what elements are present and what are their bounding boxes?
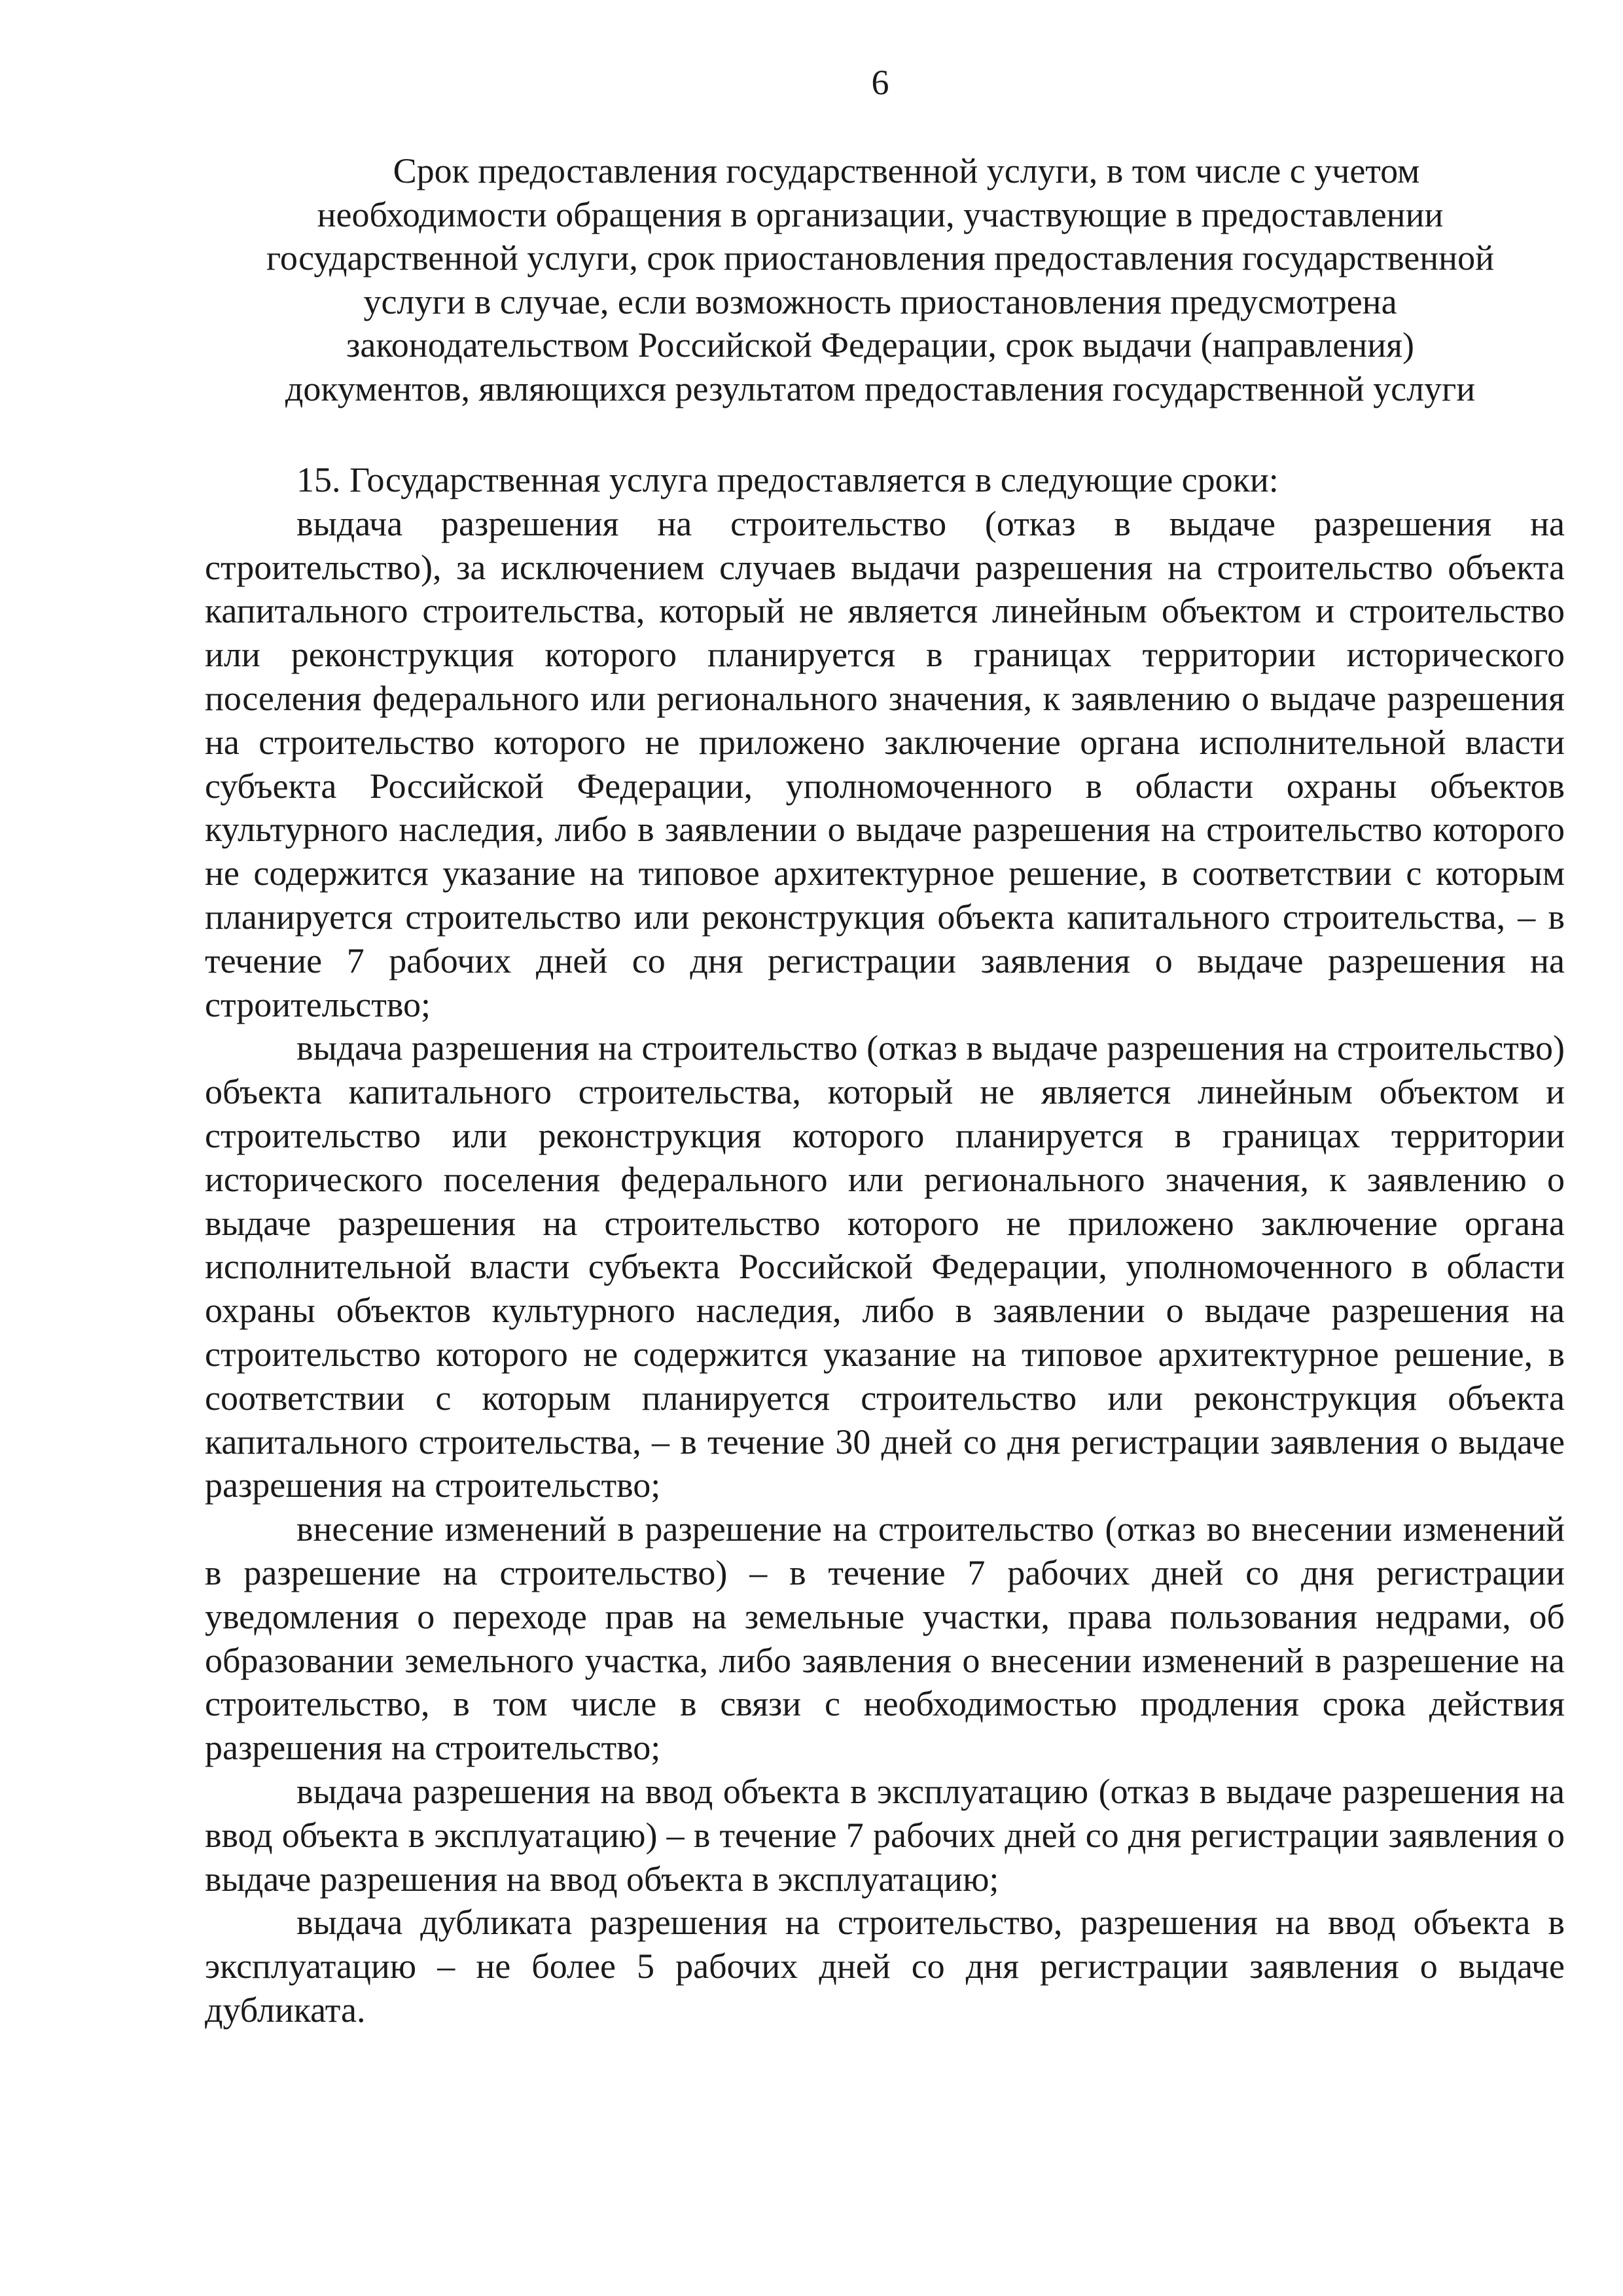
term-paragraph-commissioning-permit: выдача разрешения на ввод объекта в эксплуатацию (отказ в выдаче разрешения на ввод объекта в эксплуатацию) – в течение 7 рабочих дней со дня регистрации заявления о выдаче разрешения на ввод объекта в эксплуатацию;: [205, 1771, 1565, 1899]
page-number: 6: [871, 63, 889, 102]
heading-line: государственной услуги, срок приостановления предоставления государственной: [266, 238, 1494, 278]
clause-intro: 15. Государственная услуга предоставляется в следующие сроки:: [296, 460, 1279, 499]
heading-line: законодательством Российской Федерации, срок выдачи (направления): [346, 325, 1414, 365]
term-paragraph-permit-amendment: внесение изменений в разрешение на строительство (отказ во внесении изменений в разрешение на строительство) – в течение 7 рабочих дней со дня регистрации уведомления о переходе прав на земельные участки, права пользования недрами, об образовании земельного участка, либо заявления о внесении изменений в разрешение на строительство, в том числе в связи с необходимостью продления срока действия разрешения на строительство;: [205, 1509, 1565, 1768]
heading-line: документов, являющихся результатом предоставления государственной услуги: [285, 368, 1476, 408]
heading-line: Срок предоставления государственной услуги, в том числе с учетом: [393, 151, 1420, 190]
term-paragraph-duplicate-permit: выдача дубликата разрешения на строительство, разрешения на ввод объекта в эксплуатацию – не более 5 рабочих дней со дня регистрации заявления о выдаче дубликата.: [205, 1903, 1565, 2030]
heading-line: необходимости обращения в организации, участвующие в предоставлении: [317, 194, 1444, 234]
section-body: [205, 458, 1565, 2032]
heading-line: услуги в случае, если возможность приостановления предусмотрена: [363, 281, 1397, 321]
term-paragraph-historic-settlement-permit: выдача разрешения на строительство (отказ в выдаче разрешения на строительство) объекта капитального строительства, который не является линейным объектом и строительство или реконструкция которого планируется в границах территории исторического поселения федерального или регионального значения, к заявлению о выдаче разрешения на строительство которого не приложено заключение органа исполнительной власти субъекта Российской Федерации, уполномоченного в области охраны объектов культурного наследия, либо в заявлении о выдаче разрешения на строительство которого не содержится указание на типовое архитектурное решение, в соответствии с которым планируется строительство или реконструкция объекта капитального строительства, – в течение 30 дней со дня регистрации заявления о выдаче разрешения на строительство;: [205, 1028, 1565, 1505]
term-paragraph-construction-permit: выдача разрешения на строительство (отказ в выдаче разрешения на строительство), за исключением случаев выдачи разрешения на строительство объекта капитального строительства, который не является линейным объектом и строительство или реконструкция которого планируется в границах территории исторического поселения федерального или регионального значения, к заявлению о выдаче разрешения на строительство которого не приложено заключение органа исполнительной власти субъекта Российской Федерации, уполномоченного в области охраны объектов культурного наследия, либо в заявлении о выдаче разрешения на строительство которого не содержится указание на типовое архитектурное решение, в соответствии с которым планируется строительство или реконструкция объекта капитального строительства, – в течение 7 рабочих дней со дня регистрации заявления о выдаче разрешения на строительство;: [205, 503, 1565, 1024]
section-heading: [196, 149, 1564, 411]
